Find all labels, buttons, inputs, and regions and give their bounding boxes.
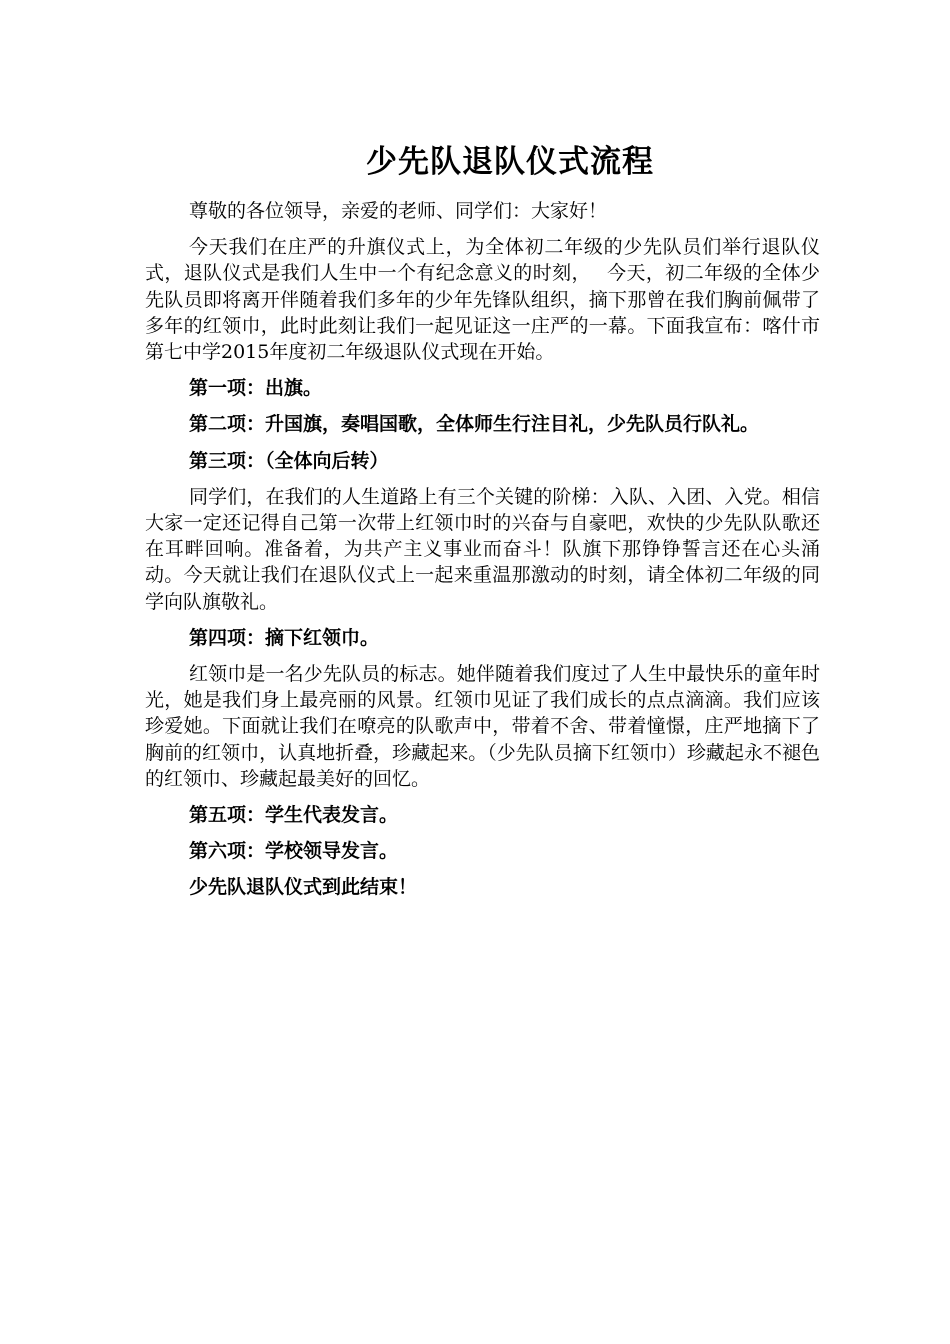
step-6-heading: 第六项：学校领导发言。 (189, 840, 399, 863)
step-2-heading: 第二项：升国旗，奏唱国歌，全体师生行注目礼，少先队员行队礼。 (189, 413, 760, 436)
step-4-heading: 第四项：摘下红领巾。 (189, 626, 380, 649)
greeting-paragraph: 尊敬的各位领导，亲爱的老师、同学们：大家好！ (189, 200, 608, 222)
step-3-paragraph: 同学们，在我们的人生道路上有三个关键的阶梯：入队、入团、入党。相信大家一定还记得自己第一次带上红领巾时的兴奋与自豪吧，欢快的少先队队歌还在耳畔回响。准备着，为共产主义事业而奋斗！队旗下那铮铮誓言还在心头涌动。今天就让我们在退队仪式上一起来重温那激动的时刻，请全体初二年级的同学向队旗敬礼。 (145, 485, 820, 613)
step-5-heading: 第五项：学生代表发言。 (189, 804, 399, 827)
step-4-paragraph: 红领巾是一名少先队员的标志。她伴随着我们度过了人生中最快乐的童年时光，她是我们身上最亮丽的风景。红领巾见证了我们成长的点点滴滴。我们应该珍爱她。下面就让我们在嘹亮的队歌声中，带着不舍、带着憧憬，庄严地摘下了胸前的红领巾，认真地折叠，珍藏起来。（少先队员摘下红领巾）珍藏起永不褪色的红领巾、珍藏起最美好的回忆。 (145, 663, 820, 790)
intro-paragraph: 今天我们在庄严的升旗仪式上，为全体初二年级的少先队员们举行退队仪式，退队仪式是我们人生中一个有纪念意义的时刻， 今天，初二年级的全体少先队员即将离开伴随着我们多年的少年先锋队组织，摘下那曾在我们胸前佩带了多年的红领巾，此时此刻让我们一起见证这一庄严的一幕。下面我宣布：喀什市第七中学2015年度初二年级退队仪式现在开始。 (145, 236, 820, 364)
step-1-heading: 第一项：出旗。 (189, 377, 323, 400)
document-title: 少先队退队仪式流程 (366, 144, 654, 180)
step-3-heading: 第三项：（全体向后转） (189, 449, 389, 472)
document-body (145, 198, 820, 901)
closing-statement: 少先队退队仪式到此结束！ (189, 876, 418, 899)
